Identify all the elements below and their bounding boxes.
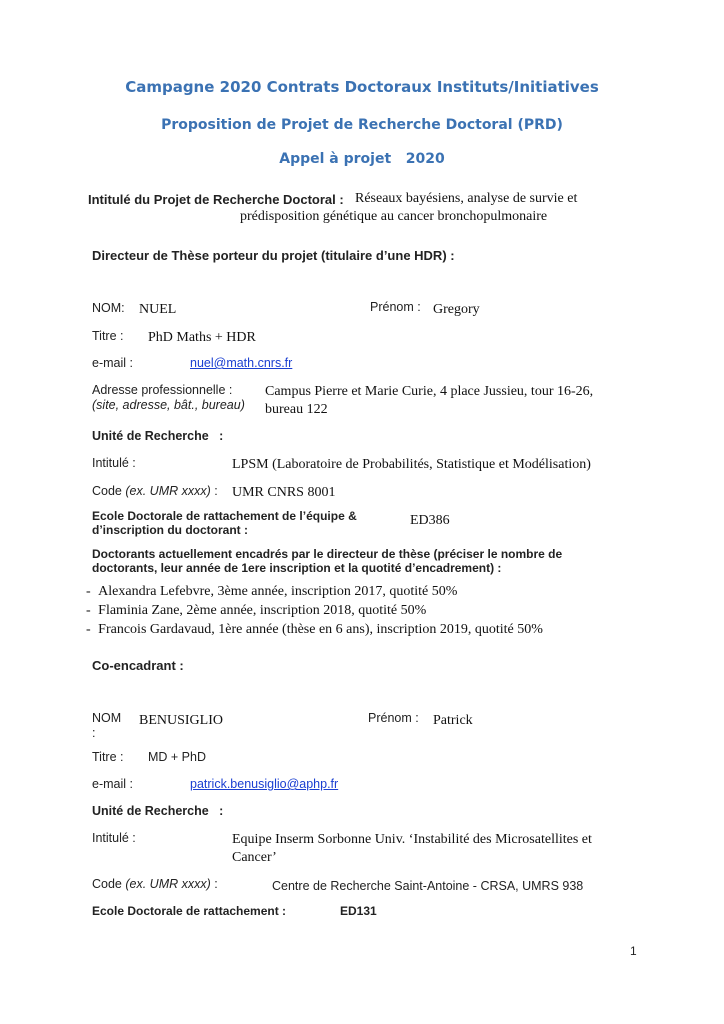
coencadrant-code-label-b: (ex. UMR xxxx) — [125, 877, 211, 891]
call-heading: Appel à projet 2020 — [279, 151, 445, 167]
coencadrant-nom-label-line1: NOM — [92, 711, 122, 725]
coencadrant-nom-value: BENUSIGLIO — [139, 713, 223, 728]
coencadrant-intitule-line2: Cancer’ — [232, 850, 277, 865]
coencadrant-prenom-label: Prénom : — [368, 711, 419, 725]
document-subtitle: Proposition de Projet de Recherche Doctoral (PRD) — [161, 117, 563, 133]
coencadrant-intitule-line1: Equipe Inserm Sorbonne Univ. ‘Instabilité des Microsatellites et — [232, 832, 592, 847]
doctorant-1: Alexandra Lefebvre, 3ème année, inscription 2017, quotité 50% — [98, 584, 458, 599]
coencadrant-email-link[interactable]: patrick.benusiglio@aphp.fr — [190, 777, 339, 791]
director-code-value: UMR CNRS 8001 — [232, 485, 336, 500]
director-unite-label: Unité de Recherche : — [92, 429, 224, 443]
coencadrant-email-label: e-mail : — [92, 777, 133, 791]
project-title-line1: Réseaux bayésiens, analyse de survie et — [355, 191, 578, 206]
director-code-label-b: (ex. UMR xxxx) — [125, 484, 211, 498]
director-nom-label: NOM: — [92, 301, 125, 315]
coencadrant-code-label-a: Code — [92, 877, 126, 891]
director-email-link[interactable]: nuel@math.cnrs.fr — [190, 356, 293, 370]
coencadrant-prenom-value: Patrick — [433, 713, 473, 728]
director-prenom-value: Gregory — [433, 302, 480, 317]
director-intitule-label: Intitulé : — [92, 456, 136, 470]
doctorants-label-line1: Doctorants actuellement encadrés par le directeur de thèse (préciser le nombre de — [92, 547, 563, 561]
page-number: 1 — [630, 944, 637, 958]
director-intitule-value: LPSM (Laboratoire de Probabilités, Statistique et Modélisation) — [232, 457, 591, 472]
doctorant-2: Flaminia Zane, 2ème année, inscription 2018, quotité 50% — [98, 603, 427, 618]
director-section-heading: Directeur de Thèse porteur du projet (titulaire d’une HDR) : — [92, 248, 455, 263]
director-titre-label: Titre : — [92, 329, 124, 343]
director-code-label-c: : — [210, 484, 218, 498]
director-ecole-label-line2: d’inscription du doctorant : — [92, 523, 248, 537]
director-adresse-label: Adresse professionnelle : — [92, 383, 233, 397]
director-ecole-label-line1: Ecole Doctorale de rattachement de l’équipe & — [92, 509, 357, 523]
coencadrant-code-label-c: : — [210, 877, 218, 891]
director-adresse-hint: (site, adresse, bât., bureau) — [92, 398, 245, 412]
coencadrant-nom-label-line2: : — [92, 726, 96, 740]
coencadrant-section-heading: Co-encadrant : — [92, 658, 184, 673]
doctorants-label-line2: doctorants, leur année de 1ere inscription et la quotité d’encadrement) : — [92, 561, 502, 575]
coencadrant-ecole-label: Ecole Doctorale de rattachement : — [92, 904, 287, 918]
director-adresse-line1: Campus Pierre et Marie Curie, 4 place Jussieu, tour 16-26, — [265, 384, 594, 399]
coencadrant-ecole-value: ED131 — [340, 904, 377, 918]
doctorant-3: Francois Gardavaud, 1ère année (thèse en 6 ans), inscription 2019, quotité 50% — [98, 622, 543, 637]
director-email-label: e-mail : — [92, 356, 133, 370]
coencadrant-code-label — [92, 877, 218, 891]
director-titre-value: PhD Maths + HDR — [148, 330, 256, 345]
director-ecole-value: ED386 — [410, 513, 450, 528]
list-item: - Flaminia Zane, 2ème année, inscription 2018, quotité 50% — [86, 603, 427, 618]
coencadrant-titre-label: Titre : — [92, 750, 124, 764]
coencadrant-code-value: Centre de Recherche Saint-Antoine - CRSA, UMRS 938 — [272, 879, 584, 893]
coencadrant-titre-value: MD + PhD — [148, 750, 207, 764]
coencadrant-intitule-label: Intitulé : — [92, 831, 136, 845]
director-code-label — [92, 484, 218, 498]
list-item: - Alexandra Lefebvre, 3ème année, inscription 2017, quotité 50% — [86, 584, 458, 599]
coencadrant-unite-label: Unité de Recherche : — [92, 804, 224, 818]
director-adresse-line2: bureau 122 — [265, 402, 328, 417]
project-title-label: Intitulé du Projet de Recherche Doctoral : — [88, 192, 344, 207]
director-prenom-label: Prénom : — [370, 300, 421, 314]
document-title: Campagne 2020 Contrats Doctoraux Instituts/Initiatives — [125, 78, 599, 96]
list-item: - Francois Gardavaud, 1ère année (thèse en 6 ans), inscription 2019, quotité 50% — [86, 622, 543, 637]
director-nom-value: NUEL — [139, 302, 177, 317]
project-title-line2: prédisposition génétique au cancer bronchopulmonaire — [240, 209, 548, 224]
director-code-label-a: Code — [92, 484, 126, 498]
